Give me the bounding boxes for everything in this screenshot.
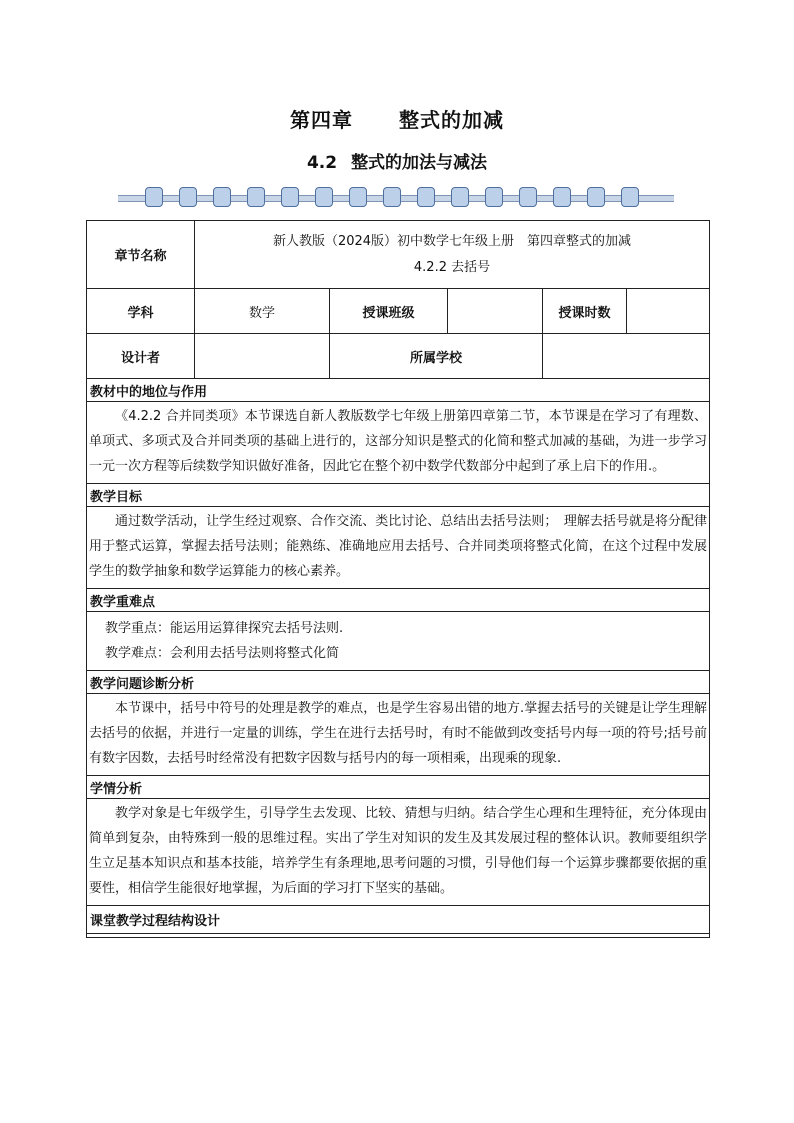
class-label: 授课班级 — [330, 289, 448, 334]
process-heading: 课堂教学过程结构设计 — [87, 906, 710, 934]
diagnosis-heading-row — [87, 671, 710, 694]
designer-row — [87, 334, 710, 379]
learners-text: 教学对象是七年级学生，引导学生去发现、比较、猜想与归纳。结合学生心理和生理特征，充分体现由简单到复杂，由特殊到一般的思维过程。实出了学生对知识的发生及其发展过程的整体认识。教师要组织学生立足基本知识点和基本技能，培养学生有条理地,思考问题的习惯，引导他们每一个运算步骤都要依据的重要性，相信学生能很好地掌握，为后面的学习打下坚实的基础。 — [87, 799, 710, 906]
divider-bead — [519, 187, 537, 207]
designer-label: 设计者 — [87, 334, 195, 379]
divider-bead — [621, 187, 639, 207]
divider-bead — [213, 187, 231, 207]
diagnosis-heading: 教学问题诊断分析 — [87, 671, 710, 694]
divider-bead — [587, 187, 605, 207]
section-title — [0, 148, 794, 173]
school-value — [543, 334, 710, 379]
role-heading-row — [87, 379, 710, 402]
key-points-body — [87, 612, 710, 671]
subject-value: 数学 — [195, 289, 330, 334]
teaching-focus: 教学重点：能运用运算律探究去括号法则. — [105, 621, 344, 636]
divider-bead — [417, 187, 435, 207]
process-heading-row — [87, 906, 710, 934]
learners-heading: 学情分析 — [87, 776, 710, 799]
goals-heading: 教学目标 — [87, 484, 710, 507]
chapter-name-row — [87, 221, 710, 289]
chapter-prefix: 第四章 — [290, 108, 353, 132]
school-label: 所属学校 — [330, 334, 543, 379]
key-points-body-row — [87, 612, 710, 671]
diagnosis-text: 本节课中，括号中符号的处理是教学的难点，也是学生容易出错的地方.掌握去括号的关键是让学生理解去括号的依据，并进行一定量的训练，学生在进行去括号时，有时不能做到改变括号内每一项的符号;括号前有数字因数，去括号时经常没有把数字因数与括号内的每一项相乘，出现乘的现象. — [87, 694, 710, 776]
divider-bead — [145, 187, 163, 207]
divider-bead — [485, 187, 503, 207]
designer-value — [195, 334, 330, 379]
learners-body-row — [87, 799, 710, 906]
goals-body-row — [87, 507, 710, 589]
role-body-row — [87, 402, 710, 484]
goals-text: 通过数学活动，让学生经过观察、合作交流、类比讨论、总结出去括号法则； 理解去括号就是将分配律用于整式运算，掌握去括号法则；能熟练、准确地应用去括号、合并同类项将整式化简，在这个过程中发展学生的数学抽象和数学运算能力的核心素养。 — [87, 507, 710, 589]
hours-value — [627, 289, 710, 334]
process-body-row — [87, 934, 710, 938]
chapter-title — [0, 104, 794, 133]
role-text: 《4.2.2 合并同类项》本节课选自新人教版数学七年级上册第四章第二节，本节课是在学习了有理数、单项式、多项式及合并同类项的基础上进行的，这部分知识是整式的化简和整式加减的基础，为进一步学习一元一次方程等后续数学知识做好准备，因此它在整个初中数学代数部分中起到了承上启下的作用.。 — [87, 402, 710, 484]
diagnosis-body-row — [87, 694, 710, 776]
class-value — [448, 289, 543, 334]
section-name: 整式的加法与减法 — [351, 153, 488, 173]
section-number: 4.2 — [306, 153, 338, 173]
goals-heading-row — [87, 484, 710, 507]
divider-bead — [553, 187, 571, 207]
divider-bead — [383, 187, 401, 207]
divider-bead — [247, 187, 265, 207]
subject-label: 学科 — [87, 289, 195, 334]
subject-row — [87, 289, 710, 334]
chapter-name-line1: 新人教版（2024版）初中数学七年级上册 第四章整式的加减 — [272, 233, 632, 249]
role-heading: 教材中的地位与作用 — [87, 379, 710, 402]
process-body — [87, 934, 710, 938]
key-points-heading-row — [87, 589, 710, 612]
chapter-name-line2: 4.2.2 去括号 — [413, 259, 491, 275]
chapter-name-label: 章节名称 — [87, 221, 195, 289]
chapter-name-value — [195, 221, 710, 289]
divider-bead — [315, 187, 333, 207]
hours-label: 授课时数 — [543, 289, 627, 334]
decorative-bead-divider — [118, 186, 674, 210]
divider-bead — [451, 187, 469, 207]
divider-bead — [281, 187, 299, 207]
lesson-plan-table — [86, 220, 710, 938]
teaching-difficulty: 教学难点：会利用去括号法则将整式化简 — [105, 646, 340, 661]
key-points-heading: 教学重难点 — [87, 589, 710, 612]
learners-heading-row — [87, 776, 710, 799]
divider-bead — [179, 187, 197, 207]
divider-bead — [349, 187, 367, 207]
chapter-name: 整式的加减 — [399, 108, 504, 132]
